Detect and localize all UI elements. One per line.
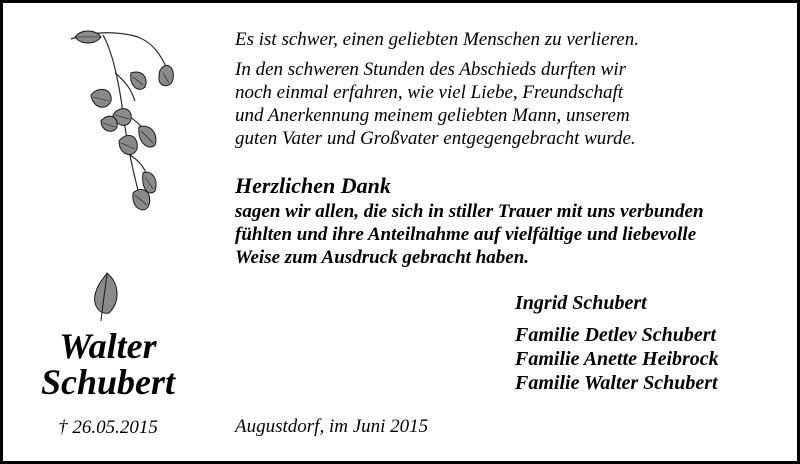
deceased-first-name: Walter: [59, 326, 157, 366]
signer-family: Familie Walter Schubert: [515, 372, 718, 394]
deceased-last-name: Schubert: [40, 362, 176, 402]
place-date: Augustdorf, im Juni 2015: [235, 416, 429, 437]
paragraph-line: In den schweren Stunden des Abschieds durften wir: [235, 59, 627, 80]
farewell-paragraph: [235, 58, 636, 150]
paragraph-line: noch einmal erfahren, wie viel Liebe, Freundschaft: [235, 82, 624, 103]
paragraph-line: guten Vater und Großvater entgegengebracht wurde.: [235, 128, 636, 149]
thanks-line: sagen wir allen, die sich in stiller Trauer mit uns verbunden: [235, 201, 704, 222]
signer-family: Familie Detlev Schubert: [515, 324, 717, 346]
signer-primary: Ingrid Schubert: [515, 292, 647, 314]
signers-list: [515, 291, 719, 395]
thanks-text: [235, 200, 704, 269]
birch-branch-icon: [63, 23, 183, 223]
thanks-line: fühlten und ihre Anteilnahme auf vielfältige und liebevolle: [235, 224, 697, 245]
signer-family: Familie Anette Heibrock: [515, 348, 719, 370]
thanks-heading: Herzlichen Dank: [235, 173, 391, 198]
leaf-icon: [91, 271, 123, 323]
death-date: † 26.05.2015: [58, 417, 158, 438]
thanks-line: Weise zum Ausdruck gebracht haben.: [235, 247, 530, 268]
quote-text: Es ist schwer, einen geliebten Menschen zu verlieren.: [235, 29, 639, 50]
paragraph-line: und Anerkennung meinem geliebten Mann, unserem: [235, 105, 630, 126]
deceased-name: [23, 328, 193, 400]
